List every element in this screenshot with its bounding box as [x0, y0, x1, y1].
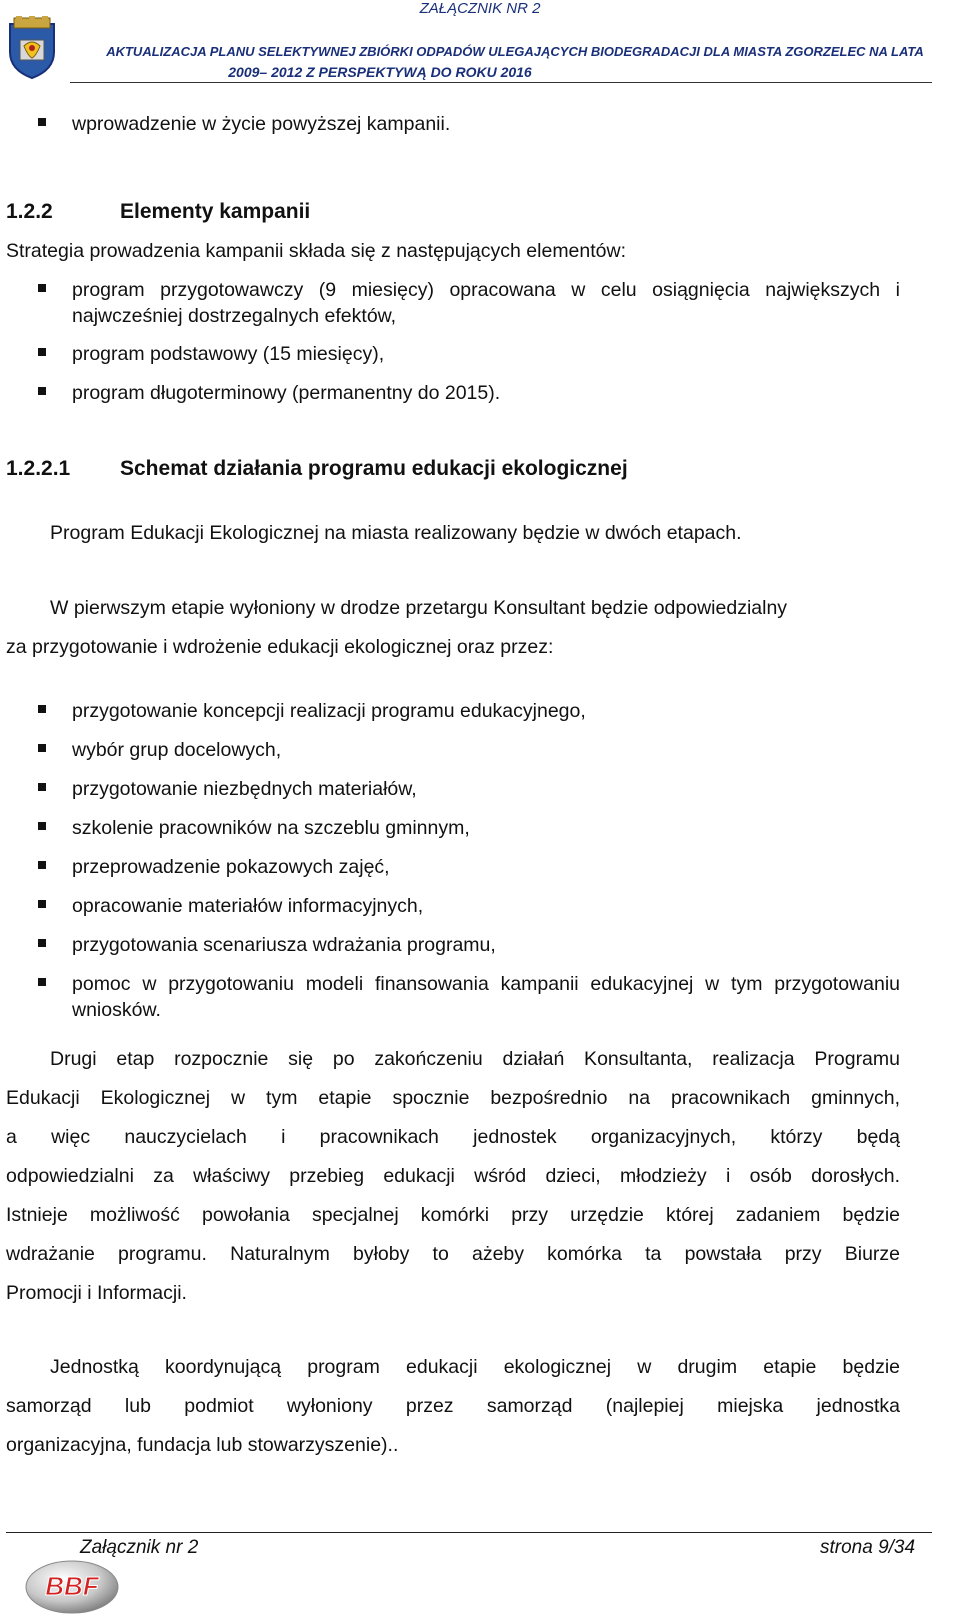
list-item: program długoterminowy (permanentny do 2015). [72, 382, 501, 404]
paragraph-second-stage-line: Drugi etap rozpocznie się po zakończeniu działań Konsultanta, realizacja Programu [50, 1048, 900, 1070]
paragraph-second-stage-line: a więc nauczycielach i pracownikach jednostek organizacyjnych, którzy będą [6, 1126, 900, 1148]
bullet-square-icon [38, 939, 46, 947]
bullet-square-icon [38, 284, 46, 292]
paragraph-second-stage-line: odpowiedzialni za właściwy przebieg edukacji wśród dzieci, młodzieży i osób dorosłych. [6, 1165, 900, 1187]
bbf-logo-text: BBF [45, 1571, 99, 1601]
list-item: program przygotowawczy (9 miesięcy) opracowana w celu osiągnięcia największych i najwcześniej dostrzegalnych efektów, [72, 279, 900, 327]
paragraph-coordinator-line: Jednostką koordynującą program edukacji ekologicznej w drugim etapie będzie [50, 1356, 900, 1378]
list-item: szkolenie pracowników na szczeblu gminnym, [72, 817, 470, 839]
section-title: Elementy kampanii [120, 200, 311, 223]
attachment-label: ZAŁĄCZNIK NR 2 [419, 0, 541, 17]
bullet-square-icon [38, 744, 46, 752]
subsection-title: Schemat działania programu edukacji ekologicznej [120, 457, 628, 480]
paragraph-coordinator-line: organizacyjna, fundacja lub stowarzyszenie).. [6, 1434, 399, 1456]
bullet-square-icon [38, 705, 46, 713]
bullet-square-icon [38, 822, 46, 830]
header-divider [70, 82, 932, 83]
bullet-square-icon [38, 978, 46, 986]
paragraph-second-stage-line: Promocji i Informacji. [6, 1282, 187, 1304]
paragraph-second-stage-line: Edukacji Ekologicznej w tym etapie spocznie bezpośrednio na pracownikach gminnych, [6, 1087, 900, 1109]
paragraph-coordinator-line: samorząd lub podmiot wyłoniony przez samorząd (najlepiej miejska jednostka [6, 1395, 900, 1417]
bbf-logo [24, 1559, 120, 1615]
list-item: przygotowania scenariusza wdrażania programu, [72, 934, 496, 956]
document-title-line2: 2009– 2012 Z PERSPEKTYWĄ DO ROKU 2016 [228, 64, 532, 80]
subsection-number: 1.2.2.1 [6, 457, 71, 480]
footer-attachment: Załącznik nr 2 [80, 1537, 199, 1558]
bullet-square-icon [38, 900, 46, 908]
city-crest-icon [6, 16, 58, 80]
footer-page-number: strona 9/34 [820, 1537, 916, 1558]
paragraph-first-stage-line1: W pierwszym etapie wyłoniony w drodze przetargu Konsultant będzie odpowiedzialny [50, 597, 788, 619]
bullet-square-icon [38, 783, 46, 791]
section-number: 1.2.2 [6, 200, 53, 223]
list-item: przeprowadzenie pokazowych zajęć, [72, 856, 390, 878]
list-item: wybór grup docelowych, [72, 739, 282, 761]
list-item: program podstawowy (15 miesięcy), [72, 343, 385, 365]
bullet-square-icon [38, 348, 46, 356]
bullet-square-icon [38, 118, 46, 126]
paragraph-stages: Program Edukacji Ekologicznej na miasta realizowany będzie w dwóch etapach. [50, 522, 742, 544]
bullet-square-icon [38, 387, 46, 395]
list-item: opracowanie materiałów informacyjnych, [72, 895, 424, 917]
document-title-line1: AKTUALIZACJA PLANU SELEKTYWNEJ ZBIÓRKI ODPADÓW ULEGAJĄCYCH BIODEGRADACJI DLA MIASTA ZGORZELEC NA LATA [106, 44, 924, 59]
section-intro: Strategia prowadzenia kampanii składa się z następujących elementów: [6, 240, 627, 262]
paragraph-first-stage-line2: za przygotowanie i wdrożenie edukacji ekologicznej oraz przez: [6, 636, 554, 658]
footer-divider [6, 1532, 932, 1533]
list-item: przygotowanie koncepcji realizacji programu edukacyjnego, [72, 700, 586, 722]
paragraph-second-stage-line: wdrażanie programu. Naturalnym byłoby to ażeby komórka ta powstała przy Biurze [6, 1243, 900, 1265]
bullet-square-icon [38, 861, 46, 869]
top-bullet-text: wprowadzenie w życie powyższej kampanii. [72, 113, 451, 135]
list-item: przygotowanie niezbędnych materiałów, [72, 778, 417, 800]
list-item: pomoc w przygotowaniu modeli finansowania kampanii edukacyjnej w tym przygotowaniu wniosków. [72, 973, 900, 1021]
paragraph-second-stage-line: Istnieje możliwość powołania specjalnej komórki przy urzędzie której zadaniem będzie [6, 1204, 900, 1226]
